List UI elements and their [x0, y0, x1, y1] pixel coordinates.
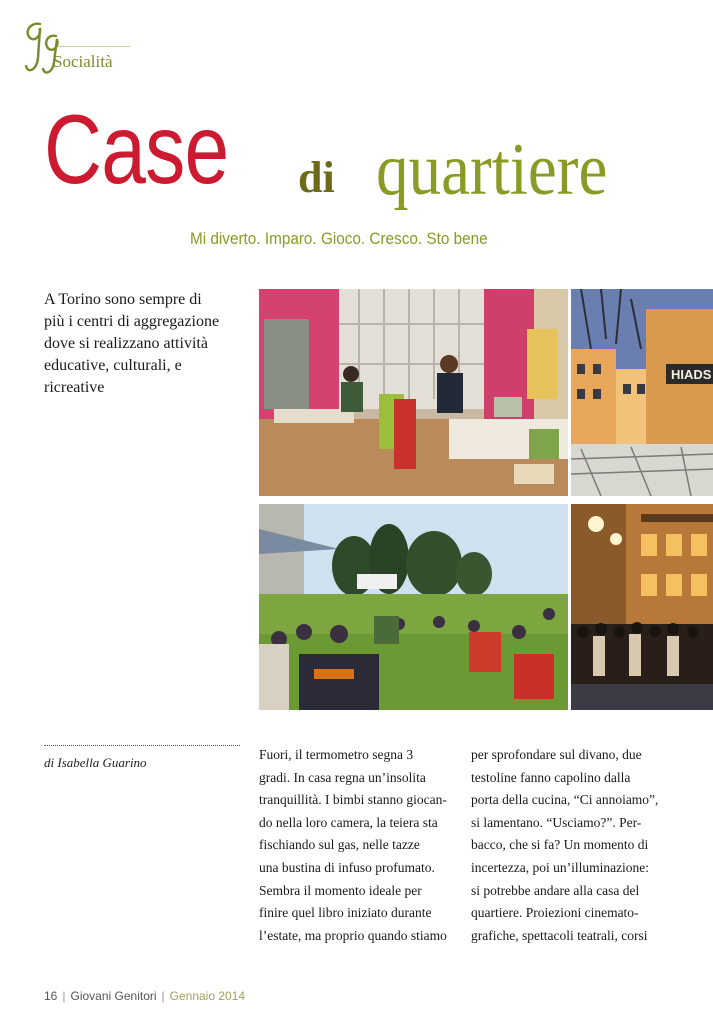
section-label: Socialità: [53, 52, 113, 71]
title-case: Case: [44, 94, 229, 204]
title-quartiere: quartiere: [376, 129, 608, 211]
body-line: una bustina di infuso profumato.: [259, 859, 435, 875]
byline: di Isabella Guarino: [44, 755, 147, 770]
body-line: quartiere. Proiezioni cinemato-: [471, 905, 639, 921]
footer-separator: |: [161, 989, 165, 1003]
body-column-2: [471, 744, 667, 947]
photo-night-gathering: [571, 504, 713, 710]
body-line: tranquillità. I bimbi stanno giocan-: [259, 792, 447, 808]
page-footer: [44, 989, 245, 1003]
body-line: do nella loro camera, la teiera sta: [259, 814, 438, 830]
footer-separator: |: [62, 989, 66, 1003]
sign-text: HIADS: [671, 367, 712, 382]
photo-community-room: [259, 289, 568, 496]
photo-illustration: [571, 289, 713, 496]
page-number: 16: [44, 989, 58, 1003]
intro-text: A Torino sono sempre di più i centri di aggregazione dove si realizzano attività educative, culturali, e ricreative: [44, 291, 220, 396]
body-line: l’estate, ma proprio quando stiamo: [259, 927, 447, 943]
section-rule: [58, 46, 130, 47]
body-line: porta della cucina, “Ci annoiamo”,: [471, 792, 659, 808]
magazine-name: Giovani Genitori: [70, 989, 157, 1003]
body-line: testoline fanno capolino dalla: [471, 769, 631, 785]
body-column-1: [259, 744, 455, 947]
body-line: si potrebbe andare alla casa del: [471, 882, 640, 898]
body-line: incertezza, poi un’illuminazione:: [471, 859, 650, 875]
body-line: Sembra il momento ideale per: [259, 882, 422, 898]
body-line: per sprofondare sul divano, due: [471, 747, 642, 762]
body-line: grafiche, spettacoli teatrali, corsi: [471, 927, 648, 943]
body-line: fischiando sul gas, nelle tazze: [259, 837, 420, 853]
body-line: finire quel libro iniziato durante: [259, 905, 432, 921]
subtitle: Mi diverto. Imparo. Gioco. Cresco. Sto bene: [190, 229, 488, 248]
title-di: di: [298, 153, 335, 202]
body-line: Fuori, il termometro segna 3: [259, 747, 414, 762]
issue-date: Gennaio 2014: [169, 989, 246, 1003]
body-line: gradi. In casa regna un’insolita: [259, 769, 426, 785]
byline-rule: [44, 745, 240, 746]
photo-park-gathering: [259, 504, 568, 710]
body-line: bacco, che si fa? Un momento di: [471, 837, 649, 853]
body-line: si lamentano. “Usciamo?”. Per-: [471, 814, 642, 830]
